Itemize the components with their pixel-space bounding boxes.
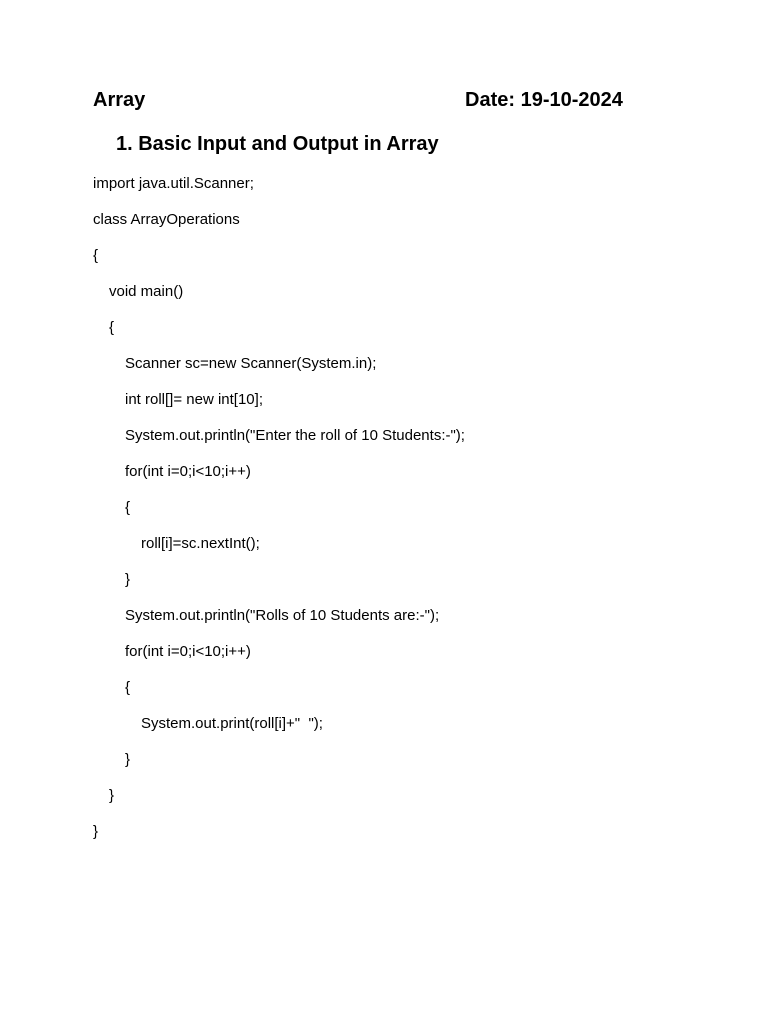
code-listing bbox=[93, 172, 733, 856]
code-line: import java.util.Scanner; bbox=[93, 175, 254, 192]
code-line: { bbox=[125, 679, 131, 696]
document-title: Array bbox=[93, 89, 146, 111]
code-line: System.out.println("Rolls of 10 Students are:-"); bbox=[125, 607, 440, 624]
code-line: { bbox=[109, 319, 115, 336]
code-line: class ArrayOperations bbox=[93, 211, 240, 228]
code-line: void main() bbox=[109, 283, 184, 300]
code-line: System.out.print(roll[i]+" "); bbox=[141, 715, 323, 732]
code-line: { bbox=[93, 247, 99, 264]
code-line: for(int i=0;i<10;i++) bbox=[125, 463, 251, 480]
code-line: roll[i]=sc.nextInt(); bbox=[141, 535, 260, 552]
code-line: } bbox=[125, 571, 131, 588]
code-line: Scanner sc=new Scanner(System.in); bbox=[125, 355, 377, 372]
code-line: for(int i=0;i<10;i++) bbox=[125, 643, 251, 660]
code-line: { bbox=[125, 499, 131, 516]
document-date: Date: 19-10-2024 bbox=[465, 89, 623, 111]
code-line: } bbox=[109, 787, 115, 804]
code-line: int roll[]= new int[10]; bbox=[125, 391, 263, 408]
section-heading: 1. Basic Input and Output in Array bbox=[116, 133, 439, 155]
code-line: } bbox=[93, 823, 99, 840]
code-line: } bbox=[125, 751, 131, 768]
code-line: System.out.println("Enter the roll of 10 Students:-"); bbox=[125, 427, 465, 444]
